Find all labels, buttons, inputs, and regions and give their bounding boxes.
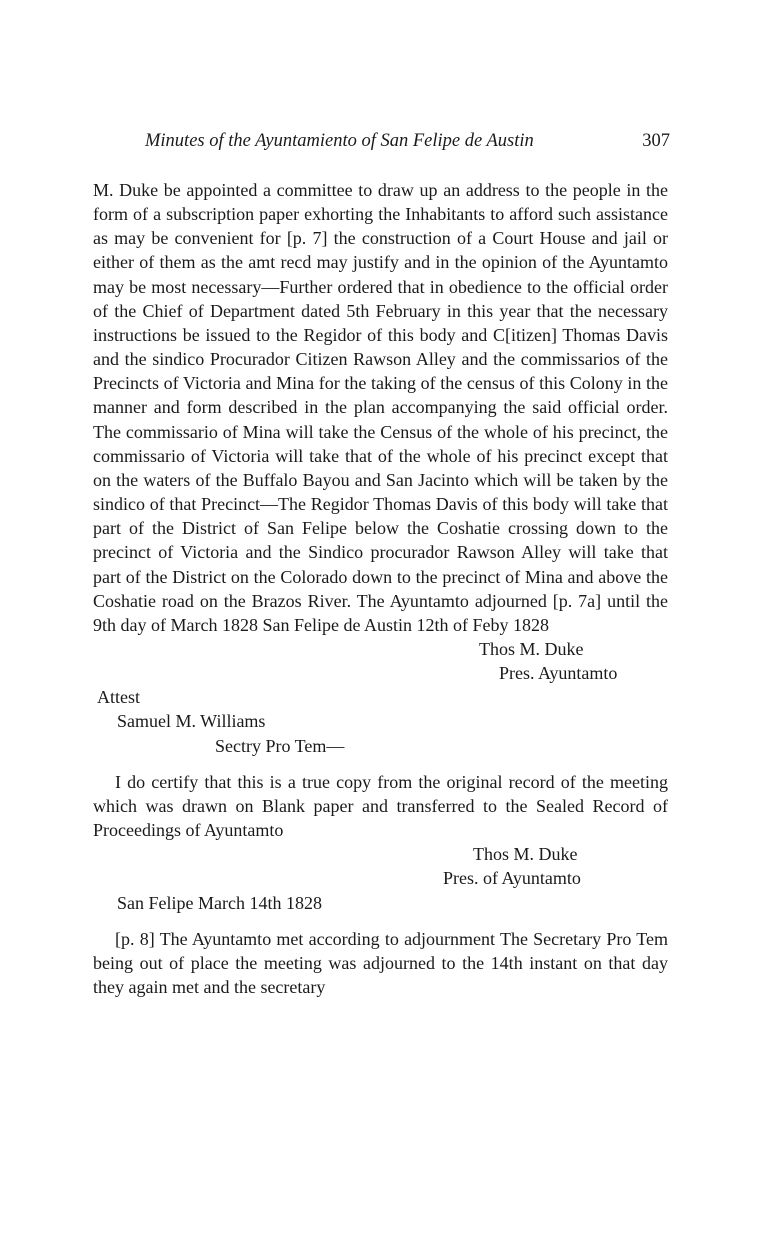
paragraph-certification: I do certify that this is a true copy from the original record of the meeting which was drawn on Blank paper and transferred to the Sealed Record of Proceedings of Ayuntamto bbox=[93, 771, 668, 841]
page-body bbox=[93, 178, 668, 999]
running-title: Minutes of the Ayuntamiento of San Felipe de Austin bbox=[145, 131, 534, 151]
spacer bbox=[93, 915, 668, 927]
attest-title: Sectry Pro Tem— bbox=[215, 735, 345, 756]
certification-signature-title: Pres. of Ayuntamto bbox=[443, 868, 581, 889]
certification-signature-name: Thos M. Duke bbox=[473, 844, 578, 865]
page-number: 307 bbox=[642, 131, 670, 151]
attest-label: Attest bbox=[97, 687, 140, 708]
paragraph-minutes: M. Duke be appointed a committee to draw up an address to the people in the form of a subscription paper exhorting the Inhabitants to afford such assistance as may be convenient for [p. 7] the construction of a Court House and jail or either of them as the amt recd may justify and in the opinion of the Ayuntamto may be most necessary—Further ordered that in obedience to the official order of the Chief of Department dated 5th February in this year that the necessary instructions be issued to the Regidor of this body and C[itizen] Thomas Davis and the sindico Procurador Citizen Rawson Alley and the commissarios of the Precincts of Victoria and Mina for the taking of the census of this Colony in the manner and form described in the plan accompanying the said official order. The commissario of Mina will take the Census of the whole of his precinct, the commissario of Victoria will take that of the whole of his precinct except that on the waters of the Buffalo Bayou and San Jacinto which will be taken by the sindico of that Precinct—The Regidor Thomas Davis of this body will take that part of the District of San Felipe below the Coshatie crossing down to the precinct of Victoria and the Sindico procurador Rawson Alley will take that part of the District on the Colorado down to the precinct of Mina and above the Coshatie road on the Brazos River. The Ayuntamto adjourned [p. 7a] until the 9th day of March 1828 San Felipe de Austin 12th of Feby 1828 bbox=[93, 180, 668, 635]
attest-name: Samuel M. Williams bbox=[117, 711, 266, 732]
place-date: San Felipe March 14th 1828 bbox=[117, 892, 322, 913]
running-header bbox=[145, 131, 670, 155]
signature-name: Thos M. Duke bbox=[479, 638, 584, 659]
spacer bbox=[93, 758, 668, 770]
paragraph-adjournment: [p. 8] The Ayuntamto met according to adjournment The Secretary Pro Tem being out of place the meeting was adjourned to the 14th instant on that day they again met and the secretary bbox=[93, 928, 668, 997]
signature-title: Pres. Ayuntamto bbox=[499, 663, 618, 684]
